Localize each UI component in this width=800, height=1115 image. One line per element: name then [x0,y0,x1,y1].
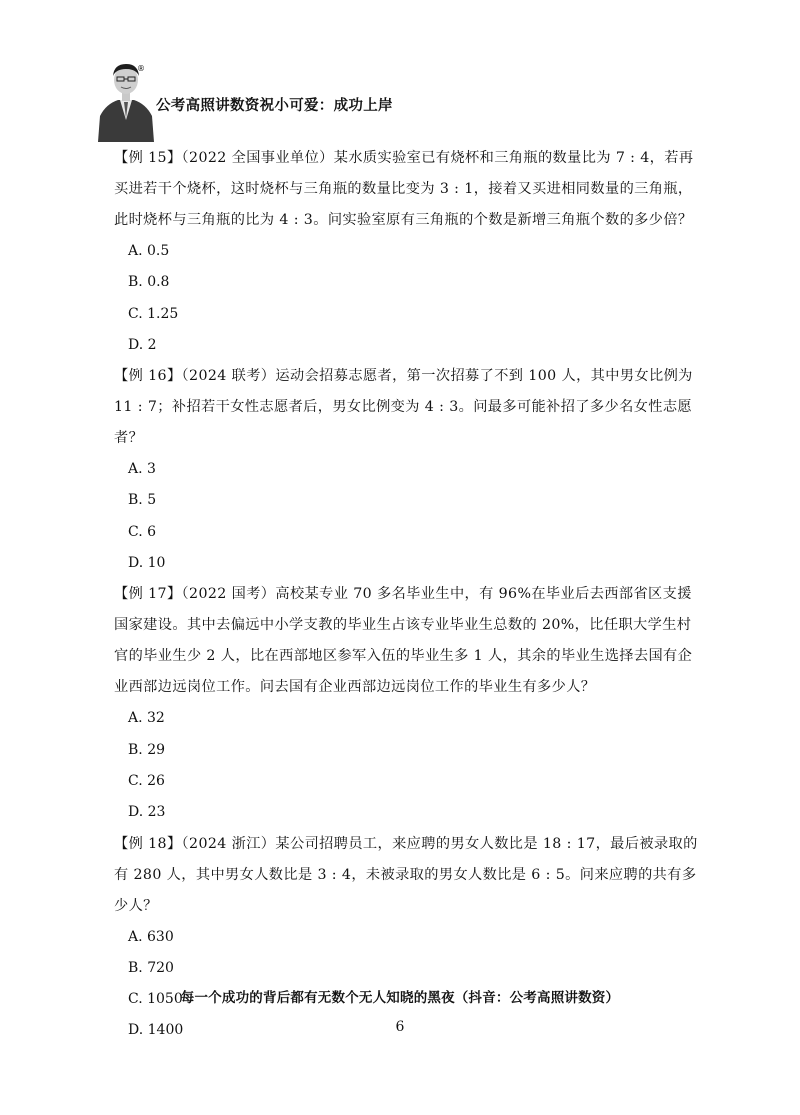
footer-slogan: 每一个成功的背后都有无数个无人知晓的黑夜（抖音：公考高照讲数资） [180,990,620,1006]
question-stem: 【例 18】（2024 浙江）某公司招聘员工，来应聘的男女人数比是 18 : 17，最后被录取的有 280 人，其中男女人数比是 3 : 4，未被录取的男女人数比是 6 : 5。问来应聘的共有多少人？ [114,835,698,914]
header-slogan: 公考高照讲数资祝小可爱：成功上岸 [156,98,393,114]
page-header [96,58,696,142]
question-list [114,143,704,1047]
avatar [96,58,156,142]
question-15 [114,143,704,361]
option-d: D. 1400 [128,1022,184,1039]
question-18 [114,829,704,1047]
registered-mark: ® [137,64,145,73]
page-number: 6 [395,1019,405,1035]
question-stem: 【例 15】（2022 全国事业单位）某水质实验室已有烧杯和三角瓶的数量比为 7 : 4，若再买进若干个烧杯，这时烧杯与三角瓶的数量比变为 3 : 1，接着又买进相同数量的三角瓶，此时烧杯与三角瓶的比为 4 : 3。问实验室原有三角瓶的个数是新增三角瓶个数的多少倍？ [114,150,694,228]
option-d: D. 23 [128,804,166,821]
option-c: C. 26 [128,772,165,789]
option-b: B. 720 [128,959,174,976]
option-c: C. 1050 [128,991,183,1008]
option-c: C. 6 [128,523,157,540]
option-c: C. 1.25 [128,305,179,322]
option-a: A. 630 [128,928,174,945]
option-d: D. 10 [128,555,166,572]
question-17 [114,579,704,828]
option-a: A. 0.5 [128,243,170,259]
option-b: B. 29 [128,741,166,758]
option-b: B. 5 [128,492,157,509]
option-b: B. 0.8 [128,274,170,291]
question-stem: 【例 17】（2022 国考）高校某专业 70 多名毕业生中，有 96%在毕业后去西部省区支援国家建设。其中去偏远中小学支教的毕业生占该专业毕业生总数的 20%，比任职大学生村官的毕业生少 2 人，比在西部地区参军入伍的毕业生多 1 人，其余的毕业生选择去国有企业西部边远岗位工作。问去国有企业西部边远岗位工作的毕业生有多少人？ [114,586,693,696]
option-a: A. 3 [128,461,156,478]
teacher-photo [96,58,156,142]
question-16 [114,361,704,579]
option-d: D. 2 [128,336,157,353]
option-a: A. 32 [128,710,165,727]
question-stem: 【例 16】（2024 联考）运动会招募志愿者，第一次招募了不到 100 人，其中男女比例为 11 : 7；补招若干女性志愿者后，男女比例变为 4 : 3。问最多可能补招了多少名女性志愿者？ [114,368,693,447]
